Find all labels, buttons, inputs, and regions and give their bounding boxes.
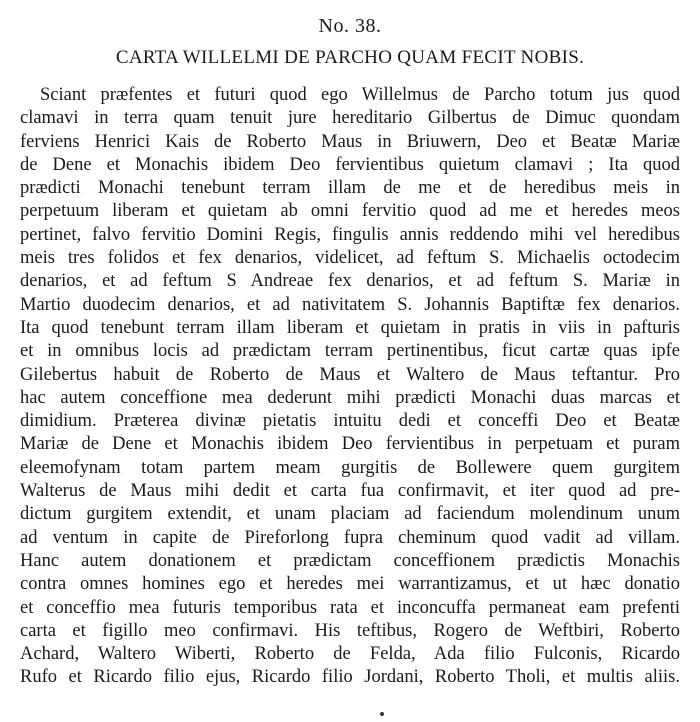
text-line: Achard, Waltero Wiberti, Roberto de Felda, Ada filio Fulconis, Ricardo [20,644,680,665]
text-line: Walterus de Maus mihi dedit et carta fua confirmavit, et iter quod ad pre- [20,481,680,502]
text-line: Rufo et Ricardo filio ejus, Ricardo filio Jordani, Roberto Tholi, et multis aliis. [20,667,680,688]
text-line: Mariæ de Dene et Monachis ibidem Deo fervientibus in perpetuam et puram [20,434,681,455]
text-line: et conceffio mea futuris temporibus rata et inconcuffa permaneat eam prefenti [20,597,681,618]
text-line: carta et figillo meo confirmavi. His teftibus, Rogero de Weftbiri, Roberto [20,620,680,641]
charter-text [20,84,680,690]
text-line: et in omnibus locis ad prædictam terram pertinentibus, ficut cartæ quas ipfe [20,341,681,362]
text-line: ferviens Henrici Kais de Roberto Maus in Briuwern, Deo et Beatæ Mariæ [20,131,680,152]
text-line: de Dene et Monachis ibidem Deo fervientibus quietum clamavi ; Ita quod [20,154,680,175]
text-line: hac autem conceffione mea dederunt mihi prædicti Monachi duas marcas et [20,387,680,408]
text-line: denarios, et ad feftum S Andreae fex denarios, et ad feftum S. Mariæ in [20,271,680,292]
text-line: perpetuum liberam et quietam ab omni fervitio quod ad me et heredes meos [20,201,680,222]
text-line: Sciant præfentes et futuri quod ego Willelmus de Parcho totum jus quod [40,85,680,105]
text-line: clamavi in terra quam tenuit jure hereditario Gilbertus de Dimuc quondam [20,108,680,129]
text-line: Hanc autem donationem et prædictam conceffionem prædictis Monachis [20,550,680,571]
text-line: pertinet, falvo fervitio Domini Regis, fingulis annis reddendo mihi vel heredibus [20,224,680,245]
text-line: meis tres folidos et fex denarios, videlicet, ad feftum S. Michaelis octodecim [20,248,680,269]
text-line: Gilebertus habuit de Roberto de Maus et Waltero de Maus teftantur. Pro [20,364,680,385]
document-number: No. 38. [318,15,382,37]
text-line: dictum gurgitem extendit, et unam placiam ad faciendum molendinum unum [20,504,680,525]
text-line: prædicti Monachi tenebunt terram illam de me et de heredibus meis in [20,178,680,199]
text-line: ad ventum in capite de Pireforlong fupra cheminum quod vadit ad villam. [20,527,680,548]
document-title: CARTA WILLELMI DE PARCHO QUAM FECIT NOBIS. [115,47,585,68]
text-line: dimidium. Præterea divinæ pietatis intuitu dedi et conceffi Deo et Beatæ [20,411,680,432]
text-line: Ita quod tenebunt terram illam liberam et quietam in pratis in viis in pafturis [20,317,680,338]
text-line: eleemofynam totam partem meam gurgitis de Bollewere quem gurgitem [20,457,681,478]
print-mark [380,712,384,716]
text-line: contra omnes homines ego et heredes mei warrantizamus, et ut hæc donatio [20,574,680,595]
text-line: Martio duodecim denarios, et ad nativitatem S. Johannis Baptiftæ fex denarios. [20,294,680,315]
